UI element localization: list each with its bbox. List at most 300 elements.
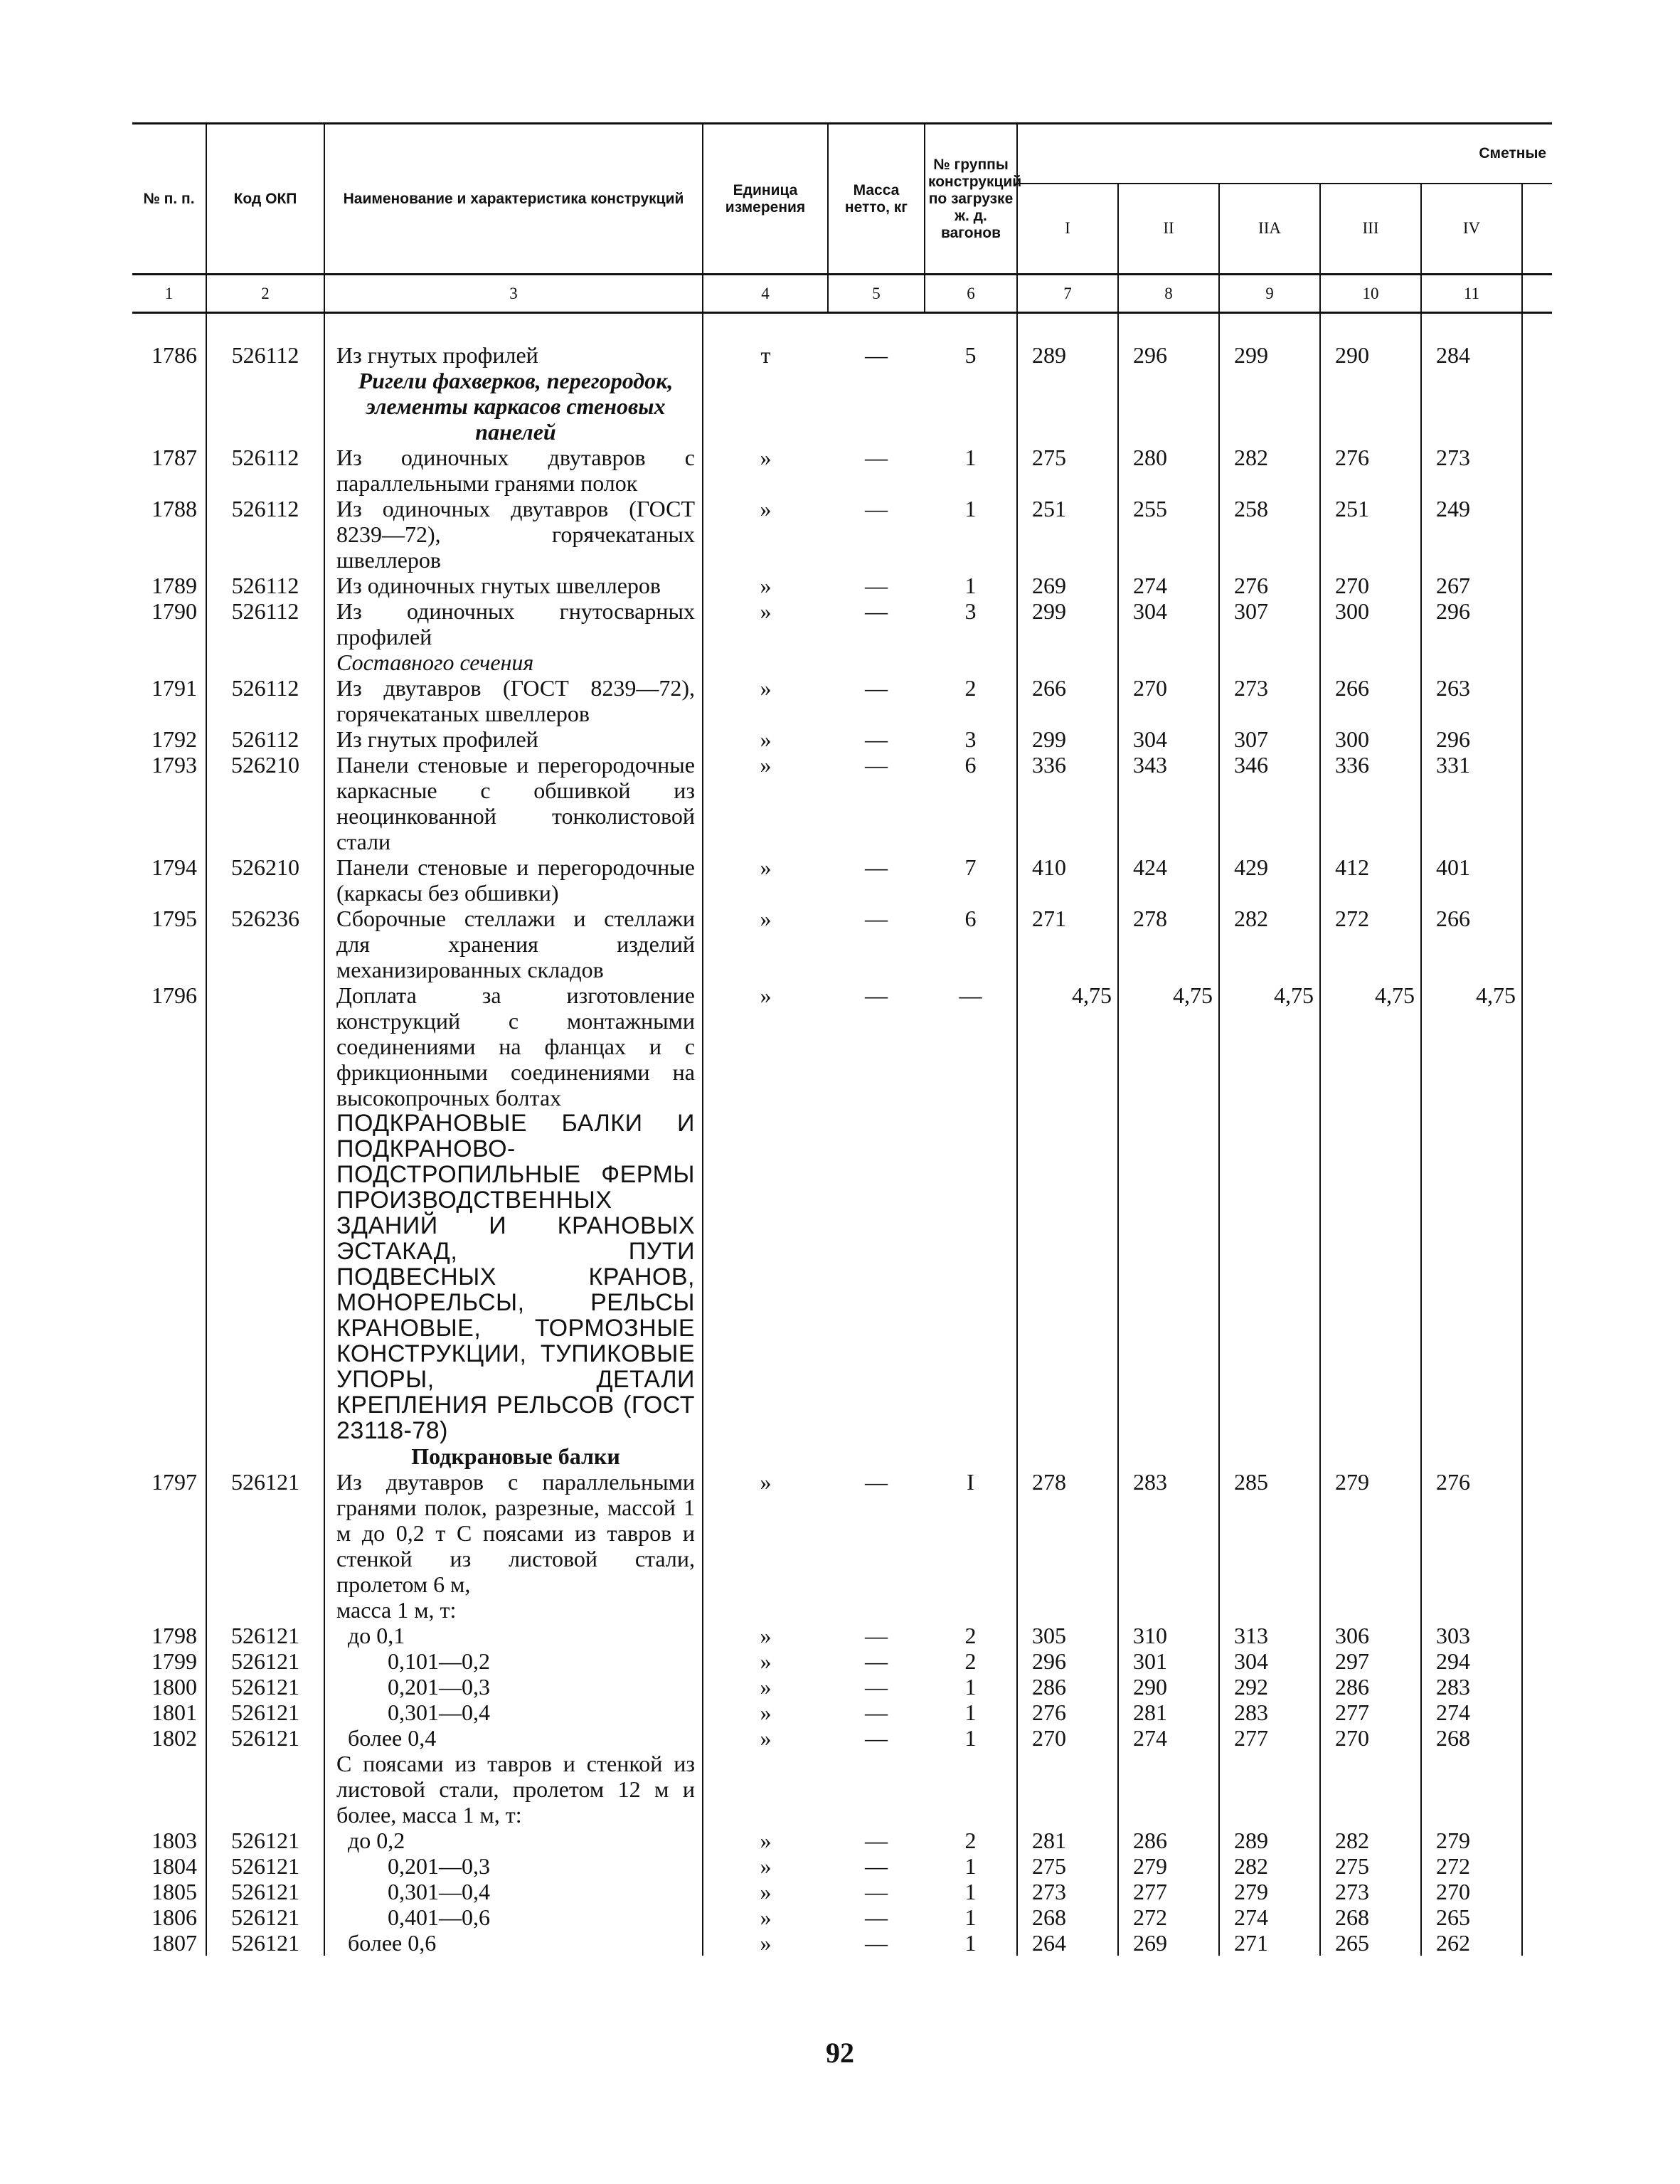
price-continued bbox=[1522, 982, 1552, 1110]
price-zone-2: 296 bbox=[1118, 342, 1219, 368]
okp-code: 526112 bbox=[206, 573, 324, 598]
net-mass: — bbox=[865, 675, 888, 701]
table-row bbox=[132, 368, 1552, 445]
net-mass: — bbox=[865, 1700, 888, 1725]
price-zone-1: 275 bbox=[1017, 1853, 1118, 1879]
price-zone-1: 271 bbox=[1017, 906, 1118, 982]
okp-code: 526112 bbox=[206, 342, 324, 368]
price-continued bbox=[1522, 1904, 1552, 1930]
table-row bbox=[132, 1648, 1552, 1674]
price-empty bbox=[1017, 1751, 1118, 1828]
price-zone-4: 300 bbox=[1320, 598, 1421, 650]
table-row bbox=[132, 854, 1552, 906]
unit-of-measure: » bbox=[760, 752, 772, 778]
construction-name: Из одиночных двутавров с параллельными гранями полок bbox=[324, 445, 703, 496]
net-mass: — bbox=[865, 573, 888, 598]
price-zone-2: 301 bbox=[1118, 1648, 1219, 1674]
group-empty bbox=[925, 1110, 1017, 1443]
load-group: 1 bbox=[925, 573, 1017, 598]
price-zone-5: 263 bbox=[1421, 675, 1522, 726]
unit-of-measure: » bbox=[760, 445, 772, 470]
load-group: 1 bbox=[925, 1904, 1017, 1930]
mass-empty bbox=[828, 1597, 925, 1623]
price-empty bbox=[1421, 1751, 1522, 1828]
price-empty bbox=[1017, 1110, 1118, 1443]
header-number: 3 bbox=[324, 275, 703, 313]
price-zone-2: 4,75 bbox=[1118, 982, 1219, 1110]
load-group: 1 bbox=[925, 445, 1017, 496]
price-zone-2: 281 bbox=[1118, 1700, 1219, 1725]
net-mass: — bbox=[865, 1930, 888, 1956]
price-zone-4: 270 bbox=[1320, 1725, 1421, 1751]
price-zone-2: 278 bbox=[1118, 906, 1219, 982]
price-zone-5: 283 bbox=[1421, 1674, 1522, 1700]
unit-of-measure: » bbox=[760, 573, 772, 598]
price-continued bbox=[1522, 1853, 1552, 1879]
price-continued bbox=[1522, 445, 1552, 496]
table-row bbox=[132, 1904, 1552, 1930]
net-mass: — bbox=[865, 752, 888, 778]
price-zone-4: 275 bbox=[1320, 1853, 1421, 1879]
net-mass: — bbox=[865, 982, 888, 1008]
table-body bbox=[132, 313, 1552, 1956]
group-empty bbox=[925, 1597, 1017, 1623]
group-empty bbox=[925, 650, 1017, 675]
row-number: 1794 bbox=[132, 854, 206, 906]
unit-of-measure: » bbox=[760, 1879, 772, 1904]
price-zone-3: 282 bbox=[1219, 445, 1320, 496]
subsection-title: Ригели фахверков, перегородок, элементы каркасов стеновых панелей bbox=[358, 368, 674, 445]
mass-empty bbox=[828, 368, 925, 445]
price-zone-4: 265 bbox=[1320, 1930, 1421, 1956]
okp-code: 526112 bbox=[206, 675, 324, 726]
header-zone: IV bbox=[1421, 184, 1522, 275]
price-zone-3: 4,75 bbox=[1219, 982, 1320, 1110]
description-text: С поясами из тавров и стенкой из листовой стали, пролетом 12 м и более, масса 1 м, т: bbox=[336, 1751, 695, 1828]
row-number-empty bbox=[132, 1751, 206, 1828]
net-mass: — bbox=[865, 496, 888, 521]
table-row bbox=[132, 650, 1552, 675]
price-zone-3: 258 bbox=[1219, 496, 1320, 573]
price-empty bbox=[1219, 368, 1320, 445]
row-number: 1786 bbox=[132, 342, 206, 368]
okp-code: 526121 bbox=[206, 1904, 324, 1930]
okp-code: 526121 bbox=[206, 1469, 324, 1597]
price-empty bbox=[1017, 1443, 1118, 1469]
okp-code: 526112 bbox=[206, 496, 324, 573]
row-number: 1793 bbox=[132, 752, 206, 854]
construction-name: Панели стеновые и перегородочные (каркасы без обшивки) bbox=[324, 854, 703, 906]
table-row bbox=[132, 1853, 1552, 1879]
header-number: 4 bbox=[703, 275, 828, 313]
construction-name: 0,201—0,3 bbox=[324, 1674, 703, 1700]
net-mass: — bbox=[865, 1648, 888, 1674]
price-zone-2: 269 bbox=[1118, 1930, 1219, 1956]
price-zone-4: 270 bbox=[1320, 573, 1421, 598]
price-zone-3: 346 bbox=[1219, 752, 1320, 854]
table-row bbox=[132, 906, 1552, 982]
load-group: 1 bbox=[925, 1700, 1017, 1725]
price-continued bbox=[1522, 1879, 1552, 1904]
price-zone-5: 279 bbox=[1421, 1828, 1522, 1853]
price-zone-2: 279 bbox=[1118, 1853, 1219, 1879]
price-zone-1: 410 bbox=[1017, 854, 1118, 906]
price-continued bbox=[1522, 1674, 1552, 1700]
price-zone-5: 296 bbox=[1421, 598, 1522, 650]
price-empty bbox=[1421, 1443, 1522, 1469]
load-group: 7 bbox=[925, 854, 1017, 906]
construction-name: Доплата за изготовление конструкций с монтажными соединениями на фланцах и с фрикционными соединениями на высокопрочных болтах bbox=[324, 982, 703, 1110]
price-empty bbox=[1219, 1751, 1320, 1828]
price-empty bbox=[1320, 1110, 1421, 1443]
row-number: 1798 bbox=[132, 1623, 206, 1648]
price-zone-5: 296 bbox=[1421, 726, 1522, 752]
price-zone-1: 299 bbox=[1017, 598, 1118, 650]
okp-code-empty bbox=[206, 650, 324, 675]
group-empty bbox=[925, 368, 1017, 445]
header-number: 10 bbox=[1320, 275, 1421, 313]
price-zone-4: 276 bbox=[1320, 445, 1421, 496]
section-heading bbox=[324, 1751, 703, 1828]
table-row bbox=[132, 342, 1552, 368]
price-zone-4: 266 bbox=[1320, 675, 1421, 726]
table-row bbox=[132, 445, 1552, 496]
price-zone-3: 279 bbox=[1219, 1879, 1320, 1904]
price-zone-2: 424 bbox=[1118, 854, 1219, 906]
unit-of-measure: » bbox=[760, 1930, 772, 1956]
construction-name: 0,301—0,4 bbox=[324, 1879, 703, 1904]
header-smetnye: Сметные bbox=[1017, 124, 1552, 184]
price-zone-2: 286 bbox=[1118, 1828, 1219, 1853]
price-zone-3: 299 bbox=[1219, 342, 1320, 368]
construction-name: Панели стеновые и перегородочные каркасные с обшивкой из неоцинкованной тонколистовой стали bbox=[324, 752, 703, 854]
price-continued bbox=[1522, 752, 1552, 854]
net-mass: — bbox=[865, 1828, 888, 1853]
header-col-group: № группы конструкций по загрузке ж. д. вагонов bbox=[925, 124, 1017, 275]
price-zone-4: 300 bbox=[1320, 726, 1421, 752]
price-continued bbox=[1522, 1597, 1552, 1623]
price-empty bbox=[1017, 1597, 1118, 1623]
unit-of-measure: » bbox=[760, 675, 772, 701]
row-number: 1789 bbox=[132, 573, 206, 598]
price-zone-5: 268 bbox=[1421, 1725, 1522, 1751]
row-number: 1795 bbox=[132, 906, 206, 982]
unit-empty bbox=[703, 1751, 828, 1828]
okp-code: 526112 bbox=[206, 598, 324, 650]
price-zone-1: 264 bbox=[1017, 1930, 1118, 1956]
header-number: 7 bbox=[1017, 275, 1118, 313]
price-continued bbox=[1522, 650, 1552, 675]
price-zone-5: 249 bbox=[1421, 496, 1522, 573]
load-group: 1 bbox=[925, 1674, 1017, 1700]
construction-name: Из гнутых профилей bbox=[324, 726, 703, 752]
price-zone-1: 296 bbox=[1017, 1648, 1118, 1674]
row-number: 1788 bbox=[132, 496, 206, 573]
construction-name: Из двутавров с параллельными гранями полок, разрезные, массой 1 м до 0,2 т С поясами из тавров и стенкой из листовой стали, пролетом 6 м, bbox=[324, 1469, 703, 1597]
table-row bbox=[132, 726, 1552, 752]
header-number: 6 bbox=[925, 275, 1017, 313]
price-continued bbox=[1522, 573, 1552, 598]
price-zone-5: 401 bbox=[1421, 854, 1522, 906]
price-zone-1: 275 bbox=[1017, 445, 1118, 496]
construction-name: 0,201—0,3 bbox=[324, 1853, 703, 1879]
row-number: 1803 bbox=[132, 1828, 206, 1853]
price-zone-3: 283 bbox=[1219, 1700, 1320, 1725]
load-group: 1 bbox=[925, 496, 1017, 573]
okp-code: 526210 bbox=[206, 752, 324, 854]
unit-empty bbox=[703, 1110, 828, 1443]
price-zone-1: 278 bbox=[1017, 1469, 1118, 1597]
row-number: 1806 bbox=[132, 1904, 206, 1930]
unit-of-measure: » bbox=[760, 1674, 772, 1700]
price-zone-5: 294 bbox=[1421, 1648, 1522, 1674]
price-zone-3: 274 bbox=[1219, 1904, 1320, 1930]
price-zone-4: 286 bbox=[1320, 1674, 1421, 1700]
header-zone: IIA bbox=[1219, 184, 1320, 275]
price-zone-3: 304 bbox=[1219, 1648, 1320, 1674]
price-zone-1: 299 bbox=[1017, 726, 1118, 752]
unit-of-measure: » bbox=[760, 1469, 772, 1495]
price-zone-3: 292 bbox=[1219, 1674, 1320, 1700]
row-number: 1804 bbox=[132, 1853, 206, 1879]
row-number: 1792 bbox=[132, 726, 206, 752]
okp-code: 526121 bbox=[206, 1853, 324, 1879]
okp-code bbox=[206, 982, 324, 1110]
row-number-empty bbox=[132, 1597, 206, 1623]
price-continued bbox=[1522, 1828, 1552, 1853]
row-number: 1796 bbox=[132, 982, 206, 1110]
net-mass: — bbox=[865, 854, 888, 880]
price-empty bbox=[1421, 650, 1522, 675]
row-number: 1790 bbox=[132, 598, 206, 650]
price-empty bbox=[1118, 1751, 1219, 1828]
price-zone-1: 4,75 bbox=[1017, 982, 1118, 1110]
price-zone-1: 273 bbox=[1017, 1879, 1118, 1904]
unit-of-measure: » bbox=[760, 1828, 772, 1853]
price-empty bbox=[1320, 1443, 1421, 1469]
price-empty bbox=[1421, 1110, 1522, 1443]
net-mass: — bbox=[865, 1469, 888, 1495]
table-row bbox=[132, 1597, 1552, 1623]
table-row bbox=[132, 982, 1552, 1110]
header-col-name: Наименование и характеристика конструкций bbox=[324, 124, 703, 275]
table-row bbox=[132, 675, 1552, 726]
header-number: 2 bbox=[206, 275, 324, 313]
unit-of-measure: » bbox=[760, 1853, 772, 1879]
okp-code-empty bbox=[206, 368, 324, 445]
header-number: 8 bbox=[1118, 275, 1219, 313]
mass-empty bbox=[828, 650, 925, 675]
price-empty bbox=[1320, 650, 1421, 675]
net-mass: — bbox=[865, 445, 888, 470]
load-group: 2 bbox=[925, 675, 1017, 726]
price-zone-5: 4,75 bbox=[1421, 982, 1522, 1110]
price-zone-5: 331 bbox=[1421, 752, 1522, 854]
section-heading bbox=[324, 1443, 703, 1469]
price-empty bbox=[1118, 368, 1219, 445]
net-mass: — bbox=[865, 1879, 888, 1904]
load-group: 2 bbox=[925, 1623, 1017, 1648]
load-group: 1 bbox=[925, 1853, 1017, 1879]
unit-of-measure: т bbox=[760, 342, 771, 368]
price-continued bbox=[1522, 368, 1552, 445]
load-group: 1 bbox=[925, 1930, 1017, 1956]
load-group: 1 bbox=[925, 1879, 1017, 1904]
price-empty bbox=[1118, 1110, 1219, 1443]
price-zone-2: 270 bbox=[1118, 675, 1219, 726]
net-mass: — bbox=[865, 1674, 888, 1700]
price-empty bbox=[1017, 650, 1118, 675]
net-mass: — bbox=[865, 1725, 888, 1751]
okp-code: 526121 bbox=[206, 1930, 324, 1956]
price-zone-4: 297 bbox=[1320, 1648, 1421, 1674]
price-zone-3: 289 bbox=[1219, 1828, 1320, 1853]
price-continued bbox=[1522, 598, 1552, 650]
price-empty bbox=[1320, 368, 1421, 445]
table-row bbox=[132, 598, 1552, 650]
table-row bbox=[132, 1674, 1552, 1700]
header-number: 1 bbox=[132, 275, 206, 313]
load-group: 3 bbox=[925, 598, 1017, 650]
price-empty bbox=[1118, 1597, 1219, 1623]
price-continued bbox=[1522, 726, 1552, 752]
price-zone-5: 267 bbox=[1421, 573, 1522, 598]
table-row bbox=[132, 1930, 1552, 1956]
price-continued bbox=[1522, 1725, 1552, 1751]
okp-code: 526236 bbox=[206, 906, 324, 982]
price-zone-3: 271 bbox=[1219, 1930, 1320, 1956]
price-zone-3: 307 bbox=[1219, 598, 1320, 650]
row-number: 1801 bbox=[132, 1700, 206, 1725]
price-zone-1: 266 bbox=[1017, 675, 1118, 726]
price-zone-5: 274 bbox=[1421, 1700, 1522, 1725]
header-number: 11 bbox=[1421, 275, 1522, 313]
price-continued bbox=[1522, 1110, 1552, 1443]
unit-empty bbox=[703, 1443, 828, 1469]
price-zone-1: 276 bbox=[1017, 1700, 1118, 1725]
okp-code: 526121 bbox=[206, 1674, 324, 1700]
price-empty bbox=[1219, 1443, 1320, 1469]
price-zone-2: 274 bbox=[1118, 573, 1219, 598]
price-zone-5: 284 bbox=[1421, 342, 1522, 368]
header-col-code: Код ОКП bbox=[206, 124, 324, 275]
price-zone-2: 277 bbox=[1118, 1879, 1219, 1904]
row-number: 1807 bbox=[132, 1930, 206, 1956]
net-mass: — bbox=[865, 1904, 888, 1930]
price-zone-3: 307 bbox=[1219, 726, 1320, 752]
price-zone-5: 276 bbox=[1421, 1469, 1522, 1597]
page-number: 92 bbox=[826, 2037, 854, 2069]
header-number: 9 bbox=[1219, 275, 1320, 313]
table-row bbox=[132, 496, 1552, 573]
load-group: 3 bbox=[925, 726, 1017, 752]
net-mass: — bbox=[865, 1623, 888, 1648]
okp-code-empty bbox=[206, 1443, 324, 1469]
price-zone-1: 269 bbox=[1017, 573, 1118, 598]
mass-empty bbox=[828, 1751, 925, 1828]
construction-name: более 0,4 bbox=[324, 1725, 703, 1751]
construction-name: 0,401—0,6 bbox=[324, 1904, 703, 1930]
price-empty bbox=[1118, 650, 1219, 675]
table-row bbox=[132, 1700, 1552, 1725]
table-row bbox=[132, 1469, 1552, 1597]
construction-name: Из одиночных гнутосварных профилей bbox=[324, 598, 703, 650]
price-zone-4: 290 bbox=[1320, 342, 1421, 368]
load-group: 1 bbox=[925, 1725, 1017, 1751]
price-empty bbox=[1219, 1597, 1320, 1623]
okp-code: 526121 bbox=[206, 1623, 324, 1648]
table-row bbox=[132, 1443, 1552, 1469]
unit-of-measure: » bbox=[760, 1648, 772, 1674]
price-zone-2: 343 bbox=[1118, 752, 1219, 854]
header-col-unit: Единица измерения bbox=[703, 124, 828, 275]
construction-name: до 0,1 bbox=[324, 1623, 703, 1648]
price-zone-2: 280 bbox=[1118, 445, 1219, 496]
price-empty bbox=[1017, 368, 1118, 445]
unit-of-measure: » bbox=[760, 496, 772, 521]
construction-name: 0,101—0,2 bbox=[324, 1648, 703, 1674]
section-heading bbox=[324, 1597, 703, 1623]
okp-code: 526112 bbox=[206, 726, 324, 752]
row-number: 1791 bbox=[132, 675, 206, 726]
price-zone-4: 336 bbox=[1320, 752, 1421, 854]
section-heading bbox=[324, 1110, 703, 1443]
group-empty bbox=[925, 1443, 1017, 1469]
section-heading bbox=[324, 368, 703, 445]
subsection-title: Составного сечения bbox=[336, 650, 534, 675]
row-number: 1797 bbox=[132, 1469, 206, 1597]
unit-of-measure: » bbox=[760, 1623, 772, 1648]
price-zone-5: 265 bbox=[1421, 1904, 1522, 1930]
price-zone-2: 272 bbox=[1118, 1904, 1219, 1930]
price-zone-3: 273 bbox=[1219, 675, 1320, 726]
row-number: 1799 bbox=[132, 1648, 206, 1674]
net-mass: — bbox=[865, 1853, 888, 1879]
okp-code-empty bbox=[206, 1597, 324, 1623]
row-number-empty bbox=[132, 650, 206, 675]
table-row bbox=[132, 1879, 1552, 1904]
price-zone-1: 289 bbox=[1017, 342, 1118, 368]
unit-of-measure: » bbox=[760, 726, 772, 752]
price-zone-2: 290 bbox=[1118, 1674, 1219, 1700]
construction-name: более 0,6 bbox=[324, 1930, 703, 1956]
construction-name: Из одиночных двутавров (ГОСТ 8239—72), горячекатаных швеллеров bbox=[324, 496, 703, 573]
price-zone-1: 251 bbox=[1017, 496, 1118, 573]
price-zone-2: 274 bbox=[1118, 1725, 1219, 1751]
price-empty bbox=[1421, 1597, 1522, 1623]
price-zone-4: 4,75 bbox=[1320, 982, 1421, 1110]
table-row bbox=[132, 1725, 1552, 1751]
price-continued bbox=[1522, 906, 1552, 982]
net-mass: — bbox=[865, 726, 888, 752]
price-continued bbox=[1522, 675, 1552, 726]
table-row bbox=[132, 752, 1552, 854]
price-continued bbox=[1522, 342, 1552, 368]
row-number: 1805 bbox=[132, 1879, 206, 1904]
header-number-continued bbox=[1522, 275, 1552, 313]
price-zone-1: 270 bbox=[1017, 1725, 1118, 1751]
load-group: 2 bbox=[925, 1828, 1017, 1853]
price-empty bbox=[1219, 650, 1320, 675]
price-zone-2: 283 bbox=[1118, 1469, 1219, 1597]
load-group: 5 bbox=[925, 342, 1017, 368]
price-empty bbox=[1320, 1597, 1421, 1623]
price-zone-1: 336 bbox=[1017, 752, 1118, 854]
unit-of-measure: » bbox=[760, 906, 772, 931]
price-zone-4: 279 bbox=[1320, 1469, 1421, 1597]
price-continued bbox=[1522, 1751, 1552, 1828]
price-continued bbox=[1522, 1623, 1552, 1648]
